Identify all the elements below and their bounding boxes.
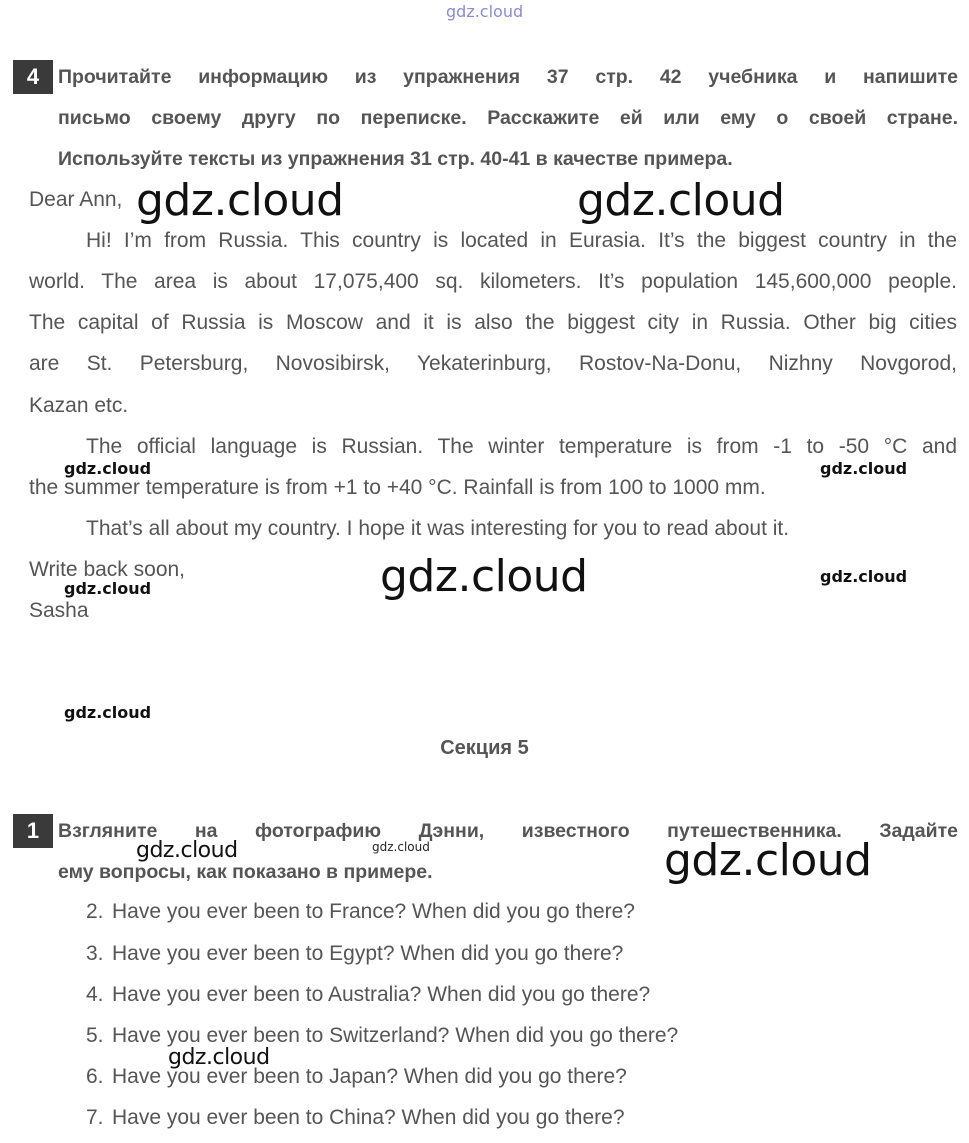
answer-item [86,900,635,924]
answer-item [86,983,650,1007]
answer-number: 7. [86,1106,104,1129]
exercise-task-line: Используйте тексты из упражнения 31 стр. 40-41 в качестве примера. [58,148,733,170]
answer-item [86,942,623,966]
watermark: gdz.cloud [820,459,908,478]
watermark: gdz.cloud [64,579,152,598]
watermark: gdz.cloud [136,838,238,863]
watermark: gdz.cloud [372,840,430,854]
exercise-number-badge: 1 [13,814,53,848]
answer-number: 2. [86,900,104,923]
watermark: gdz.cloud [577,175,785,226]
letter-paragraph-line: the summer temperature is from +1 to +40 °C. Rainfall is from 100 to 1000 mm. [29,476,766,499]
letter-paragraph-line: are St. Petersburg, Novosibirsk, Yekaterinburg, Rostov-Na-Donu, Nizhny Novgorod, [29,352,957,375]
answer-number: 3. [86,942,104,965]
letter-paragraph-line: Hi! I’m from Russia. This country is located in Eurasia. It’s the biggest country in the [86,229,957,252]
section-title: Секция 5 [440,737,529,759]
watermark: gdz.cloud [380,551,588,602]
letter-paragraph-line: The capital of Russia is Moscow and it is also the biggest city in Russia. Other big cities [29,311,957,334]
answer-number: 4. [86,983,104,1006]
letter-signature: Sasha [29,599,89,622]
answer-text: Have you ever been to France? When did you go there? [112,900,635,923]
answer-text: Have you ever been to Egypt? When did you go there? [112,942,624,965]
answer-number: 6. [86,1065,104,1088]
watermark-top: gdz.cloud [446,2,524,21]
letter-paragraph-line: world. The area is about 17,075,400 sq. kilometers. It’s population 145,600,000 people. [29,270,957,293]
watermark: gdz.cloud [820,567,908,586]
watermark: gdz.cloud [64,459,152,478]
watermark: gdz.cloud [136,175,344,226]
answer-number: 5. [86,1024,104,1047]
watermark: gdz.cloud [168,1045,270,1070]
watermark: gdz.cloud [664,835,872,886]
exercise-task-line: ему вопросы, как показано в примере. [58,861,433,883]
answer-text: Have you ever been to Australia? When did you go there? [112,983,651,1006]
letter-closing: Write back soon, [29,558,186,581]
exercise-number-badge: 4 [13,60,53,94]
letter-greeting: Dear Ann, [29,188,123,211]
watermark: gdz.cloud [64,703,152,722]
exercise-task-line: Взгляните на фотографию Дэнни, известного путешественника. Задайте [58,820,958,842]
letter-paragraph-line: The official language is Russian. The winter temperature is from -1 to -50 °C and [86,435,957,458]
letter-paragraph-line: That’s all about my country. I hope it was interesting for you to read about it. [86,517,790,540]
exercise-task-line: письмо своему другу по переписке. Расскажите ей или ему о своей стране. [58,107,958,129]
answer-text: Have you ever been to China? When did you go there? [112,1106,625,1129]
answer-item [86,1106,625,1130]
answer-text: Have you ever been to Switzerland? When did you go there? [112,1024,679,1047]
answer-text: Have you ever been to Japan? When did you go there? [112,1065,627,1088]
letter-paragraph-line: Kazan etc. [29,394,129,417]
exercise-task-line: Прочитайте информацию из упражнения 37 стр. 42 учебника и напишите [58,66,958,88]
